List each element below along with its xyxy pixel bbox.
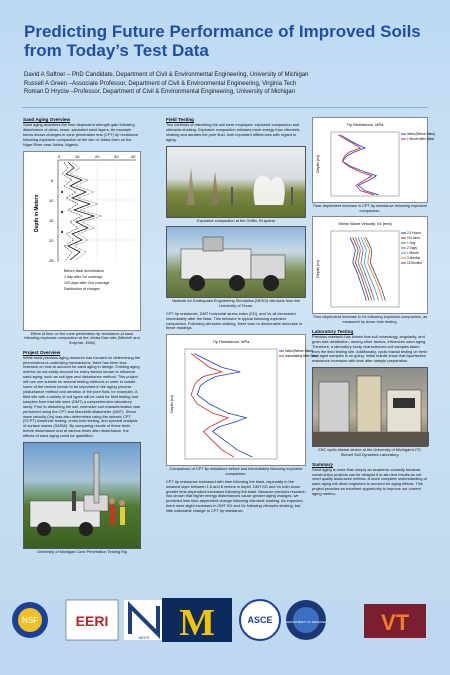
ytick-15: 15 [49,217,54,223]
caption-chart-compare: Comparison of CPT tip resistance before and immediately following explosive compaction. [169,466,303,477]
explosion-illustration [167,147,307,217]
chart2-legend-label-0: 2.5 Hours [407,231,421,236]
heading-summary: Summary [312,461,333,467]
text-project: While most previous aging research has focused on determining the phenomenon’s underlying mechanisms, there has been less research on how to account for sand aging in design. Existing aging metrics do not easily account for many factors known to influence sand aging, such as soil type and disturbance method. This project will use one subsite for several testing methods in order to isolate some of the factors known to be important in the aging process (disturbance method and aeration of the pore fluid, for example). A field site with a variety of soil types will be used for field testing and samples from that site were (DMT) a comprehensive laboratory study. Prior to disturbing the soil, extensive soil characterization was performed using the CPT and Marchetti dilatometer (DMT). Shear wave velocity (Vs) was also determined using the seismic CPT (SCPT) downhole testing, cross-hole testing, and spectral analysis of surface waves (SASW). By comparing results of these tests before disturbance and at various times after disturbance, the effects of sand aging could be quantified. [23,354,141,439]
chart2-ylabel: Depth (m) [315,260,320,279]
chart0-legend-label-1: Immediately After Blast [285,354,318,359]
xtick-10: 10 [75,153,80,159]
chart0-svg [167,335,318,465]
chart0-plot-area [185,349,277,459]
legend-charges: Distribution of charges [64,286,100,291]
text-field: Two methods of disturbing the soil were employed: explosive compaction and vibroseis shaking. Explosive compaction releases more energy than vibroseis shaking and aerates the pore fluid, both important differences with regard to aging. [166,122,300,142]
dod-logo [284,596,328,644]
chart0-legend-label-0: Initial (Before Blast) [285,349,313,354]
um-logo-text: M [179,602,215,644]
chart0-series-0 [194,354,252,458]
legend-before: Before blast densification [64,268,105,273]
chart2-legend-label-1: 15 Hours [407,236,420,241]
vibroseis-illustration [167,227,307,297]
chart2-svg [313,217,429,313]
text-sand-aging: Sand aging describes the time dependent strength gain following disturbance of clean, loose, saturated sand layers. An example below shows changes in cone penetration test (CPT) tip resistance following explosive compaction at the site of Jebba Dam on the Niger River near Jebba, Nigeria. [23,122,139,147]
chart2-legend-label-6: 15 Months [407,261,422,266]
nees-logo [124,596,164,644]
vt-logo [360,596,430,644]
chart1-ylabel: Depth (m) [315,155,320,173]
chart1-legend-label-0: Initial (Before Blast) [407,132,435,137]
xtick-20: 20 [95,153,100,159]
title-divider [22,107,428,108]
xtick-40: 40 [131,153,136,159]
chart-shear-wave [312,216,428,314]
cpt-rig-illustration [24,443,142,548]
caption-lab: CKC cyclic triaxial device at the University of Michigan’s F.E. Richart Soil Dynamics Laboratory. [318,447,422,457]
lab-illustration [313,368,429,446]
caption-vibroseis: Network for Earthquake Engineering Simulation (NEES) vibroseis from the University of Texas. [171,298,300,309]
caption-explosive: Explosive compaction at the Griffin, IN quarry [197,217,275,223]
heading-field: Field Testing [166,117,194,122]
ytick-20: 20 [49,237,54,243]
author-list [24,71,424,97]
chart1-plot-area [331,132,399,196]
xtick-0: 0 [58,153,61,159]
nsf-logo-text: NSF [22,616,38,625]
chart1-title: Tip Resistance, MPa [346,122,384,127]
nsf-logo [10,596,50,644]
heading-project: Project Overview [23,349,61,355]
um-logo [160,596,234,644]
chart-time-tip-resistance [312,117,435,203]
xtick-30: 30 [114,153,119,159]
vibroseis-photo [166,226,306,298]
eeri-logo-text: EERI [75,613,109,629]
jebba-cpt-plot [24,152,142,330]
chart1-series-0 [340,135,379,195]
column-middle [166,117,318,514]
caption-chart-time: Time-dependent increase in CPT tip resistance following explosive compaction. [312,203,428,213]
ytick-25: 25 [49,257,54,263]
eeri-logo [64,596,120,644]
text-field-2: CPT tip resistance, DMT horizontal stress index (KD), and Vs all decreased immediately after the blast. This behavior is typical following explosive compaction. Following vibroseis shaking, there was no discernable decrease in these readings. [166,310,303,331]
chart-before-after-blast [166,334,318,466]
text-lab: Previous research has shown that soil mineralogy, angularity, and grain size distribution, among other factors, influences sand aging. Therefore, a laboratory study characterized soil samples taken from the field testing site. Additionally, cyclic triaxial testing on fresh and aged samples is on going. Initial results show that liquefaction resistance increases with time after sample preparation. [312,333,428,364]
asce-logo-text: ASCE [247,615,273,625]
chart1-legend-label-1: 1 Month After Blast [407,137,434,142]
chart0-title: Tip Resistance, MPa [212,339,250,345]
caption-chart-vs: Time-dependent increase in Vs following explosive compaction, as measured by down-hole testing. [312,314,428,325]
chart2-legend-label-2: 1 Day [407,241,416,246]
column-left [23,117,141,555]
author-1: David A Saftner – PhD Candidate, Department of Civil & Environmental Engineering, University of Michigan [24,72,309,78]
asce-logo [238,596,282,644]
chart1-svg [313,118,435,202]
chart2-legend-label-5: 3 Months [407,256,421,261]
chart2-legend-label-4: 1 Month [407,251,419,256]
dod-logo-text: DEPARTMENT OF DEFENSE [285,620,327,624]
caption-jebba: Effect of time on the cone penetration tip resistance of sand following explosive compaction at the Jebba Dam site (Mitchell and Solymar, 1984) [24,330,140,345]
ytick-10: 10 [49,197,54,203]
legend-100days: 100 days after 2nd coverage [64,280,110,285]
chart2-legend-label-3: 2 Days [407,246,417,251]
author-3: Roman D Hryciw –Professor, Department of Civil & Environmental Engineering, University of Michigan [24,89,296,96]
heading-lab: Laboratory Testing [312,328,354,334]
jebba-legend [64,268,110,292]
explosive-compaction-photo [166,146,306,218]
jebba-ylabel: Depth in Meters [34,194,40,232]
jebba-dam-figure [23,151,141,331]
cpt-rig-photo [23,442,141,549]
text-field-3: CPT tip resistance increased with time following the blast, especially in the weakest layer between 1.8 and 8 meters in depth. DMT KD and Vs both show greater time-dependent increases following the blast. Because previous research has shown that higher energy disturbances cause greater aging changes, we predicted less time-dependent change following vibroseis shaking. As expected, there were slight increases in DMT KD and Vs following vibroseis shaking, but little noticeable change to CPT tip resistance. [166,478,306,514]
vt-logo-text: VT [380,610,410,635]
caption-rig: University of Michigan Cone Penetration Testing Rig [37,549,127,555]
triaxial-device-photo [312,367,428,447]
text-summary: Sand aging is more than simply an academic curiosity because construction projects can be delayed if in-situ test results do not meet quality assurance metrics. A more complete understanding of sand aging will allow engineers to account for aging effects. This project provides an excellent opportunity to improve our current aging metrics. [312,466,427,497]
author-2: Russell A Green –Associate Professor, Department of Civil & Environmental Engineering, Virginia Tech [24,80,297,87]
nees-logo-text: NEES [138,635,150,640]
column-right [312,117,435,497]
ytick-5: 5 [51,177,54,183]
sponsor-logos [0,596,450,648]
chart2-title: Shear Wave Velocity, Vs (m/s) [338,221,392,227]
poster-title: Predicting Future Performance of Improved Soils from Today’s Test Data [24,22,421,60]
chart0-ylabel: Depth (m) [169,395,174,414]
legend-1day: 1 day after 1st coverage [64,274,103,279]
heading-sand-aging: Sand Aging Overview [23,117,71,122]
